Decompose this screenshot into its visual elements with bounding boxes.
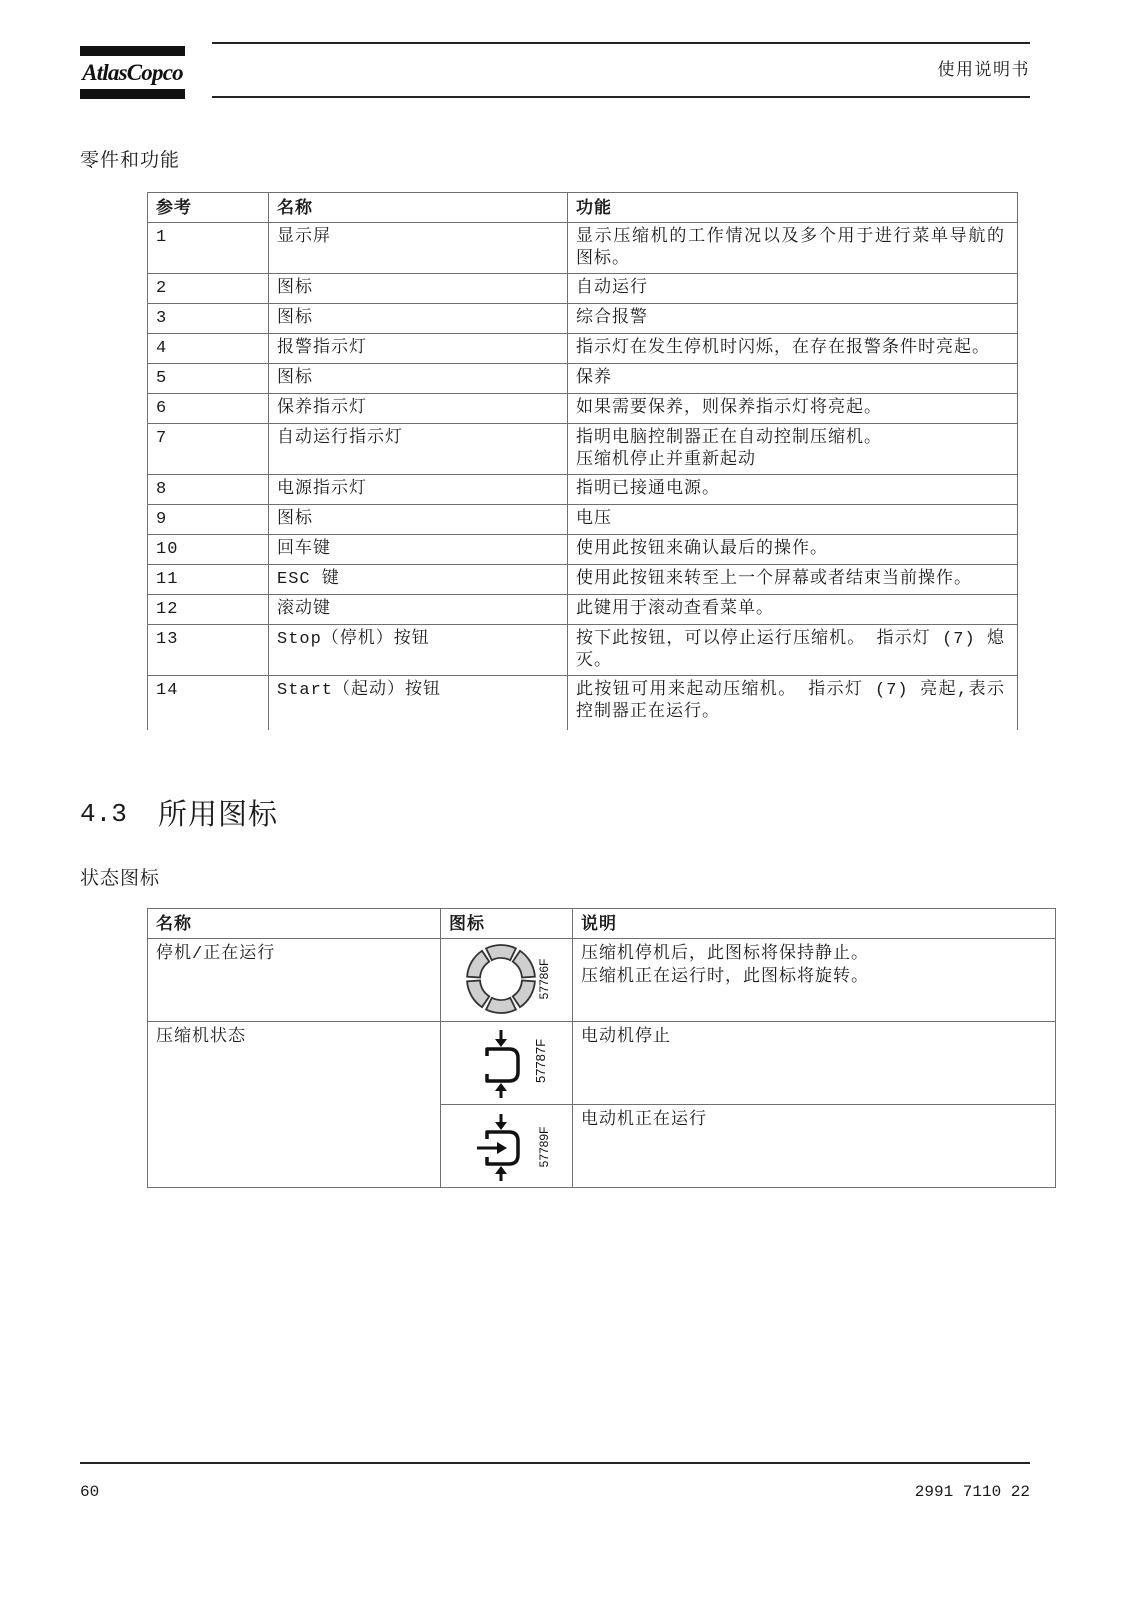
ref-cell: 4 xyxy=(148,334,269,364)
function-cell: 保养 xyxy=(568,364,1018,394)
column-header-function: 功能 xyxy=(568,193,1018,223)
column-header-description: 说明 xyxy=(573,909,1056,939)
logo-bar-top xyxy=(80,46,185,56)
table-row xyxy=(148,1022,1056,1105)
motor-housing xyxy=(487,1049,518,1081)
name-cell: Stop（停机）按钮 xyxy=(269,625,568,676)
table-row xyxy=(148,595,1018,625)
header-rule-bottom xyxy=(212,96,1030,98)
name-cell: 图标 xyxy=(269,274,568,304)
function-cell: 显示压缩机的工作情况以及多个用于进行菜单导航的图标。 xyxy=(568,223,1018,274)
ref-cell: 9 xyxy=(148,505,269,535)
function-cell: 综合报警 xyxy=(568,304,1018,334)
icon-code-label: 57786F xyxy=(537,958,551,1000)
chapter-title: 所用图标 xyxy=(158,797,279,831)
table-row xyxy=(148,364,1018,394)
ref-cell: 7 xyxy=(148,424,269,475)
column-header-name: 名称 xyxy=(269,193,568,223)
name-cell: 压缩机状态 xyxy=(148,1022,441,1188)
page-number: 60 xyxy=(80,1483,100,1501)
name-cell: 图标 xyxy=(269,364,568,394)
chapter-heading xyxy=(80,796,480,832)
logo-bar-bottom xyxy=(80,89,185,99)
name-cell: 停机/正在运行 xyxy=(148,939,441,1022)
ref-cell: 13 xyxy=(148,625,269,676)
ring-segments xyxy=(467,945,535,1013)
ring-segment xyxy=(486,998,516,1013)
ring-segment xyxy=(486,945,516,960)
table-row xyxy=(148,223,1018,274)
motor-stopped-icon xyxy=(441,1022,573,1104)
chapter-number: 4.3 xyxy=(80,799,127,829)
column-header-name: 名称 xyxy=(148,909,441,939)
bottom-arrow-head xyxy=(495,1083,507,1091)
status-table-header xyxy=(148,909,1056,939)
function-cell: 按下此按钮，可以停止运行压缩机。 指示灯 (7) 熄灭。 xyxy=(568,625,1018,676)
function-cell: 指明已接通电源。 xyxy=(568,475,1018,505)
parts-table xyxy=(147,192,1018,730)
ref-cell: 3 xyxy=(148,304,269,334)
ring-segment xyxy=(513,951,535,978)
ref-cell: 2 xyxy=(148,274,269,304)
column-header-icon: 图标 xyxy=(441,909,573,939)
document-number: 2991 7110 22 xyxy=(914,1483,1030,1501)
atlas-copco-logo xyxy=(80,46,185,99)
name-cell: 保养指示灯 xyxy=(269,394,568,424)
table-row xyxy=(148,475,1018,505)
ref-cell: 8 xyxy=(148,475,269,505)
column-header-ref: 参考 xyxy=(148,193,269,223)
motor-running-icon xyxy=(441,1105,573,1187)
function-cell: 指明电脑控制器正在自动控制压缩机。 压缩机停止并重新起动 xyxy=(568,424,1018,475)
name-cell: 显示屏 xyxy=(269,223,568,274)
top-arrow-head xyxy=(495,1039,507,1047)
status-icons-table xyxy=(147,908,1056,1188)
name-cell: Start（起动）按钮 xyxy=(269,676,568,730)
function-cell: 指示灯在发生停机时闪烁，在存在报警条件时亮起。 xyxy=(568,334,1018,364)
ref-cell: 6 xyxy=(148,394,269,424)
segmented-ring-icon xyxy=(441,939,573,1021)
table-row xyxy=(148,939,1056,1022)
icon-cell xyxy=(441,939,573,1022)
function-cell: 使用此按钮来转至上一个屏幕或者结束当前操作。 xyxy=(568,565,1018,595)
description-cell: 压缩机停机后，此图标将保持静止。 压缩机正在运行时，此图标将旋转。 xyxy=(573,939,1056,1022)
ring-segment xyxy=(467,980,489,1007)
table-row xyxy=(148,334,1018,364)
footer-rule xyxy=(80,1462,1030,1464)
name-cell: ESC 键 xyxy=(269,565,568,595)
name-cell: 回车键 xyxy=(269,535,568,565)
function-cell: 此按钮可用来起动压缩机。 指示灯 (7) 亮起,表示控制器正在运行。 xyxy=(568,676,1018,730)
name-cell: 自动运行指示灯 xyxy=(269,424,568,475)
name-cell: 报警指示灯 xyxy=(269,334,568,364)
ref-cell: 5 xyxy=(148,364,269,394)
table-row xyxy=(148,535,1018,565)
ring-segment xyxy=(467,951,489,978)
function-cell: 电压 xyxy=(568,505,1018,535)
description-cell: 电动机停止 xyxy=(573,1022,1056,1105)
top-arrow-head xyxy=(495,1122,507,1130)
table-row xyxy=(148,565,1018,595)
table-row xyxy=(148,394,1018,424)
ref-cell: 14 xyxy=(148,676,269,730)
name-cell: 电源指示灯 xyxy=(269,475,568,505)
table-row xyxy=(148,505,1018,535)
name-cell: 图标 xyxy=(269,505,568,535)
header-rule-top xyxy=(212,42,1030,44)
side-arrow-head xyxy=(497,1142,507,1154)
ref-cell: 1 xyxy=(148,223,269,274)
bottom-arrow-head xyxy=(495,1166,507,1174)
table-row xyxy=(148,625,1018,676)
document-type: 使用说明书 xyxy=(937,60,1030,80)
parts-table-header xyxy=(148,193,1018,223)
logo-text: AtlasCopco xyxy=(82,60,183,85)
ref-cell: 11 xyxy=(148,565,269,595)
function-cell: 自动运行 xyxy=(568,274,1018,304)
status-icons-title: 状态图标 xyxy=(80,867,161,889)
function-cell: 如果需要保养，则保养指示灯将亮起。 xyxy=(568,394,1018,424)
name-cell: 图标 xyxy=(269,304,568,334)
name-cell: 滚动键 xyxy=(269,595,568,625)
icon-cell xyxy=(441,1105,573,1188)
description-cell: 电动机正在运行 xyxy=(573,1105,1056,1188)
icon-code-label: 57787F xyxy=(533,1038,548,1084)
table-row xyxy=(148,676,1018,730)
parts-section-title: 零件和功能 xyxy=(80,149,181,171)
ref-cell: 12 xyxy=(148,595,269,625)
function-cell: 使用此按钮来确认最后的操作。 xyxy=(568,535,1018,565)
ref-cell: 10 xyxy=(148,535,269,565)
ring-segment xyxy=(513,980,535,1007)
table-row xyxy=(148,424,1018,475)
icon-cell xyxy=(441,1022,573,1105)
function-cell: 此键用于滚动查看菜单。 xyxy=(568,595,1018,625)
table-row xyxy=(148,304,1018,334)
icon-code-label: 57789F xyxy=(537,1126,551,1168)
table-row xyxy=(148,274,1018,304)
